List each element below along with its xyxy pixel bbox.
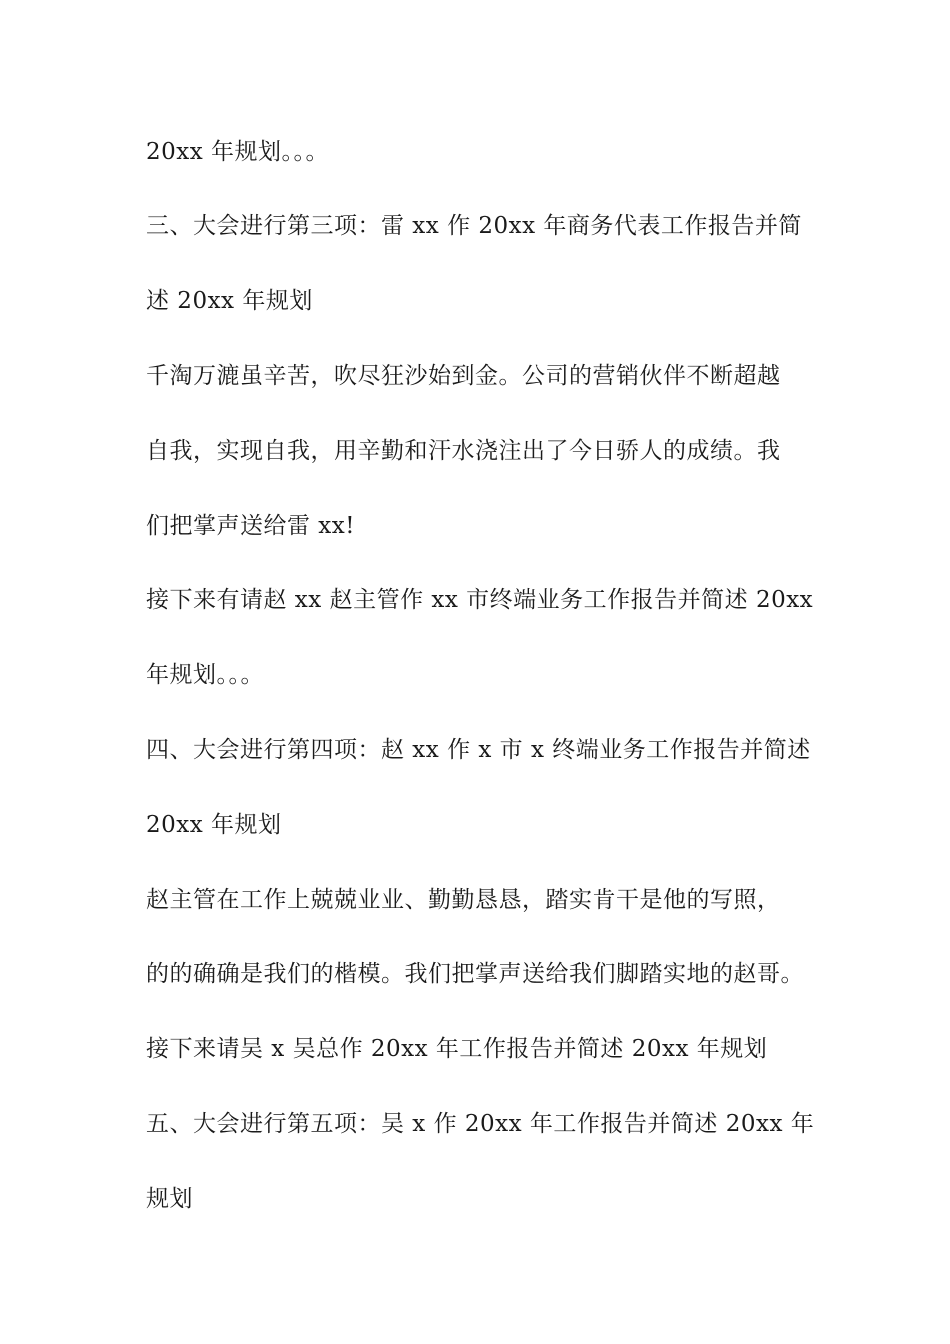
text-line: 千淘万漉虽辛苦，吹尽狂沙始到金。公司的营销伙伴不断超越 <box>146 363 781 389</box>
text-line: 接下来请吴 x 吴总作 20xx 年工作报告并简述 20xx 年规划 <box>146 1036 768 1062</box>
text-line: 的的确确是我们的楷模。我们把掌声送给我们脚踏实地的赵哥。 <box>146 961 804 987</box>
text-line: 20xx 年规划。。。 <box>146 139 330 165</box>
text-line: 自我，实现自我，用辛勤和汗水浇注出了今日骄人的成绩。我 <box>146 438 781 464</box>
text-line: 赵主管在工作上兢兢业业、勤勤恳恳，踏实肯干是他的写照， <box>146 887 781 913</box>
text-line: 述 20xx 年规划 <box>146 288 313 314</box>
section-heading-4: 四、大会进行第四项：赵 xx 作 x 市 x 终端业务工作报告并简述 <box>146 737 811 763</box>
text-line: 年规划。。。 <box>146 662 264 688</box>
text-line: 20xx 年规划 <box>146 812 282 838</box>
text-line: 们把掌声送给雷 xx! <box>146 513 355 539</box>
section-heading-3: 三、大会进行第三项：雷 xx 作 20xx 年商务代表工作报告并简 <box>146 213 802 239</box>
text-line: 接下来有请赵 xx 赵主管作 xx 市终端业务工作报告并简述 20xx <box>146 587 814 613</box>
section-heading-5: 五、大会进行第五项：吴 x 作 20xx 年工作报告并简述 20xx 年 <box>146 1111 815 1137</box>
text-line: 规划 <box>146 1186 193 1212</box>
